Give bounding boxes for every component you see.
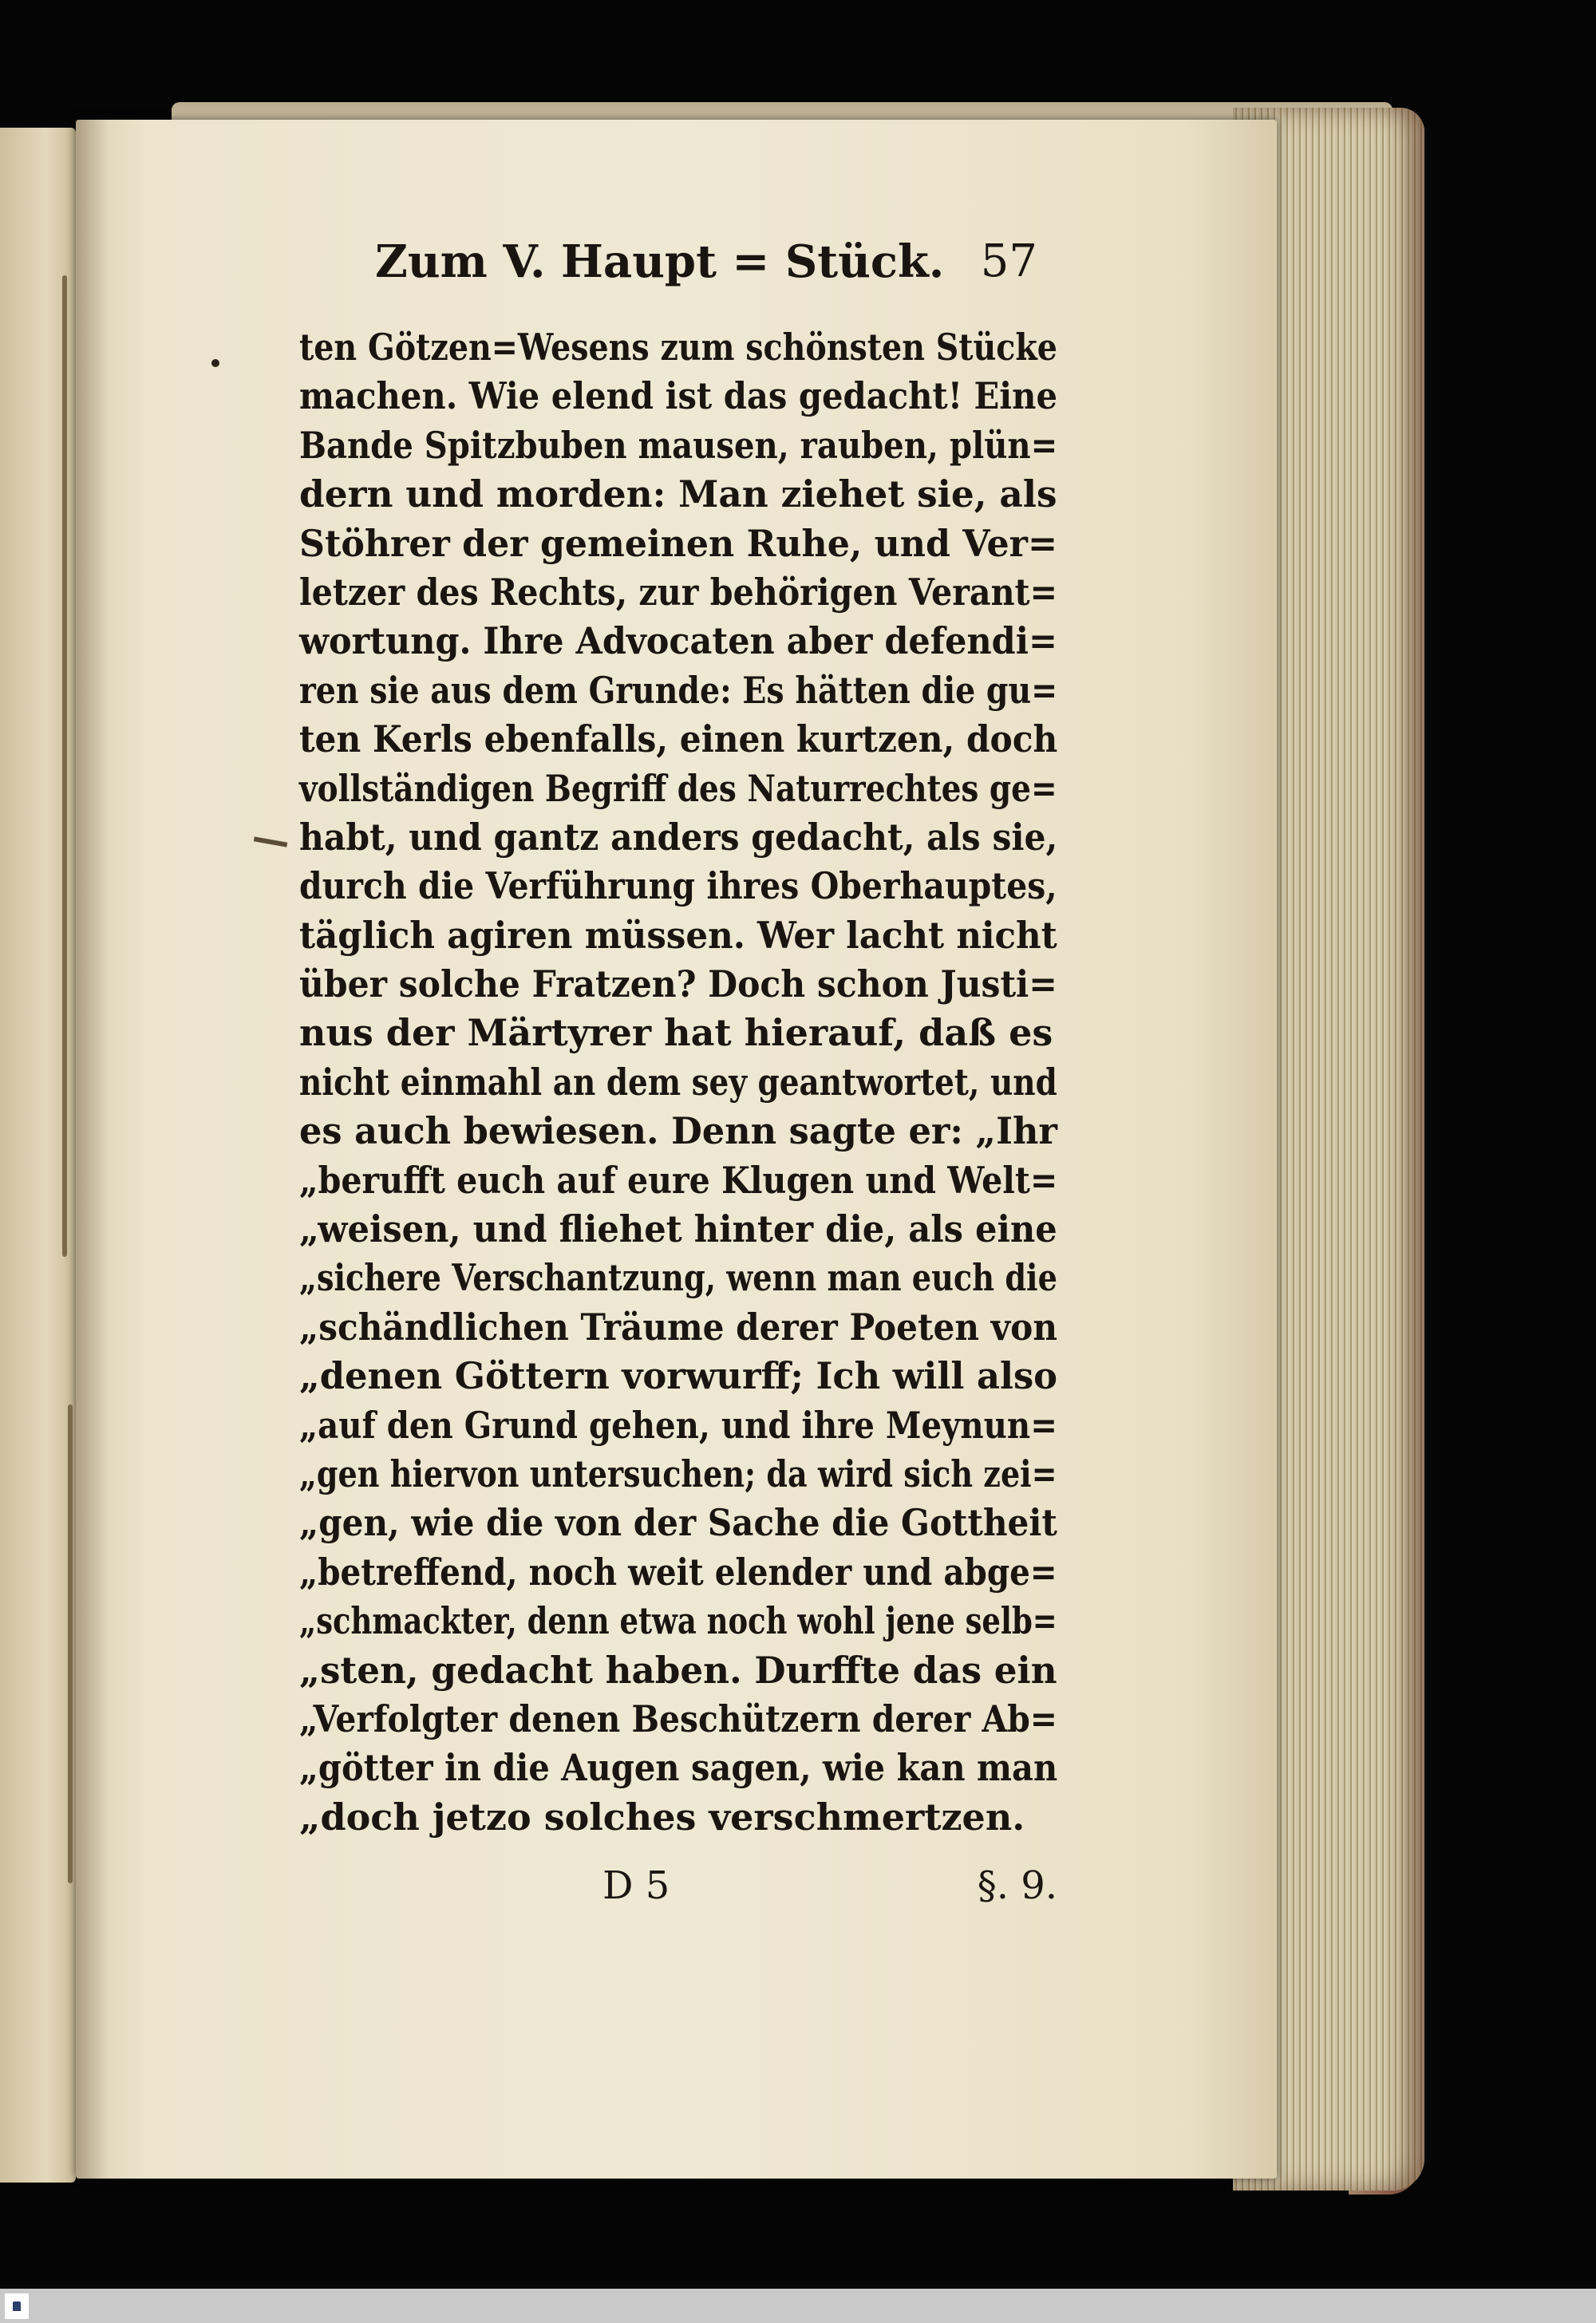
text-line: „auf den Grund gehen, und ihre Meynun=: [299, 1403, 1057, 1447]
text-line: täglich agiren müssen. Wer lacht nicht: [299, 913, 1057, 957]
text-line: „denen Göttern vorwurff; Ich will also: [299, 1354, 1058, 1398]
page-footer-line: [299, 1863, 1057, 1919]
left-margin-mark: [62, 275, 67, 1257]
text-line: machen. Wie elend ist das gedacht! Eine: [299, 374, 1057, 418]
body-text: [299, 323, 1057, 1842]
catchword: §. 9.: [977, 1863, 1057, 1908]
text-line: über solche Fratzen? Doch schon Justi=: [299, 962, 1057, 1006]
margin-dot: [211, 359, 219, 367]
text-line: „schändlichen Träume derer Poeten von: [299, 1305, 1057, 1349]
viewer-footer-bar: [0, 2289, 1596, 2323]
text-line: Stöhrer der gemeinen Ruhe, und Ver=: [299, 521, 1058, 565]
text-line: „sten, gedacht haben. Durffte das ein: [299, 1648, 1057, 1692]
text-line: ren sie aus dem Grunde: Es hätten die gu=: [299, 668, 1058, 712]
text-line: letzer des Rechts, zur behörigen Verant=: [299, 570, 1058, 614]
text-line: ten Götzen=Wesens zum schönsten Stücke: [299, 326, 1057, 369]
text-line: „betreffend, noch weit elender und abge=: [299, 1550, 1057, 1594]
text-line: „gen hiervon untersuchen; da wird sich zei=: [299, 1452, 1057, 1495]
text-line: vollständigen Begriff des Naturrechtes ge=: [299, 766, 1057, 810]
signature-mark: D 5: [602, 1863, 670, 1908]
text-line: es auch bewiesen. Denn sagte er: „Ihr: [299, 1109, 1057, 1153]
text-line: durch die Verführung ihres Oberhauptes,: [299, 864, 1057, 908]
text-line: „schmackter, denn etwa noch wohl jene selb=: [299, 1599, 1057, 1643]
text-line: „doch jetzo solches verschmertzen.: [299, 1795, 1025, 1839]
text-line: „sichere Verschantzung, wenn man euch die: [299, 1256, 1057, 1300]
text-line: „Verfolgter denen Beschützern derer Ab=: [299, 1697, 1057, 1740]
text-line: wortung. Ihre Advocaten aber defendi=: [299, 619, 1057, 663]
running-head: Zum V. Haupt = Stück.: [375, 235, 945, 288]
text-line: nus der Märtyrer hat hierauf, daß es: [299, 1011, 1053, 1055]
gutter-shadow: [76, 120, 108, 2179]
text-line: nicht einmahl an dem sey geantwortet, und: [299, 1060, 1057, 1104]
text-line: „götter in die Augen sagen, wie kan man: [299, 1746, 1058, 1790]
text-line: „weisen, und fliehet hinter die, als eine: [299, 1207, 1057, 1251]
text-line: „berufft euch auf eure Klugen und Welt=: [299, 1158, 1058, 1202]
page-number: 57: [980, 235, 1037, 287]
text-line: Bande Spitzbuben mausen, rauben, plün=: [299, 423, 1058, 467]
text-line: ten Kerls ebenfalls, einen kurtzen, doch: [299, 717, 1058, 761]
left-margin-mark-lower: [68, 1404, 73, 1883]
library-logo-icon[interactable]: [5, 2293, 29, 2319]
page-header: [375, 235, 1037, 307]
logo-mark: [13, 2301, 21, 2311]
text-line: habt, und gantz anders gedacht, als sie,: [299, 815, 1058, 859]
text-line: dern und morden: Man ziehet sie, als: [299, 472, 1057, 516]
text-line: „gen, wie die von der Sache die Gottheit: [299, 1501, 1057, 1545]
